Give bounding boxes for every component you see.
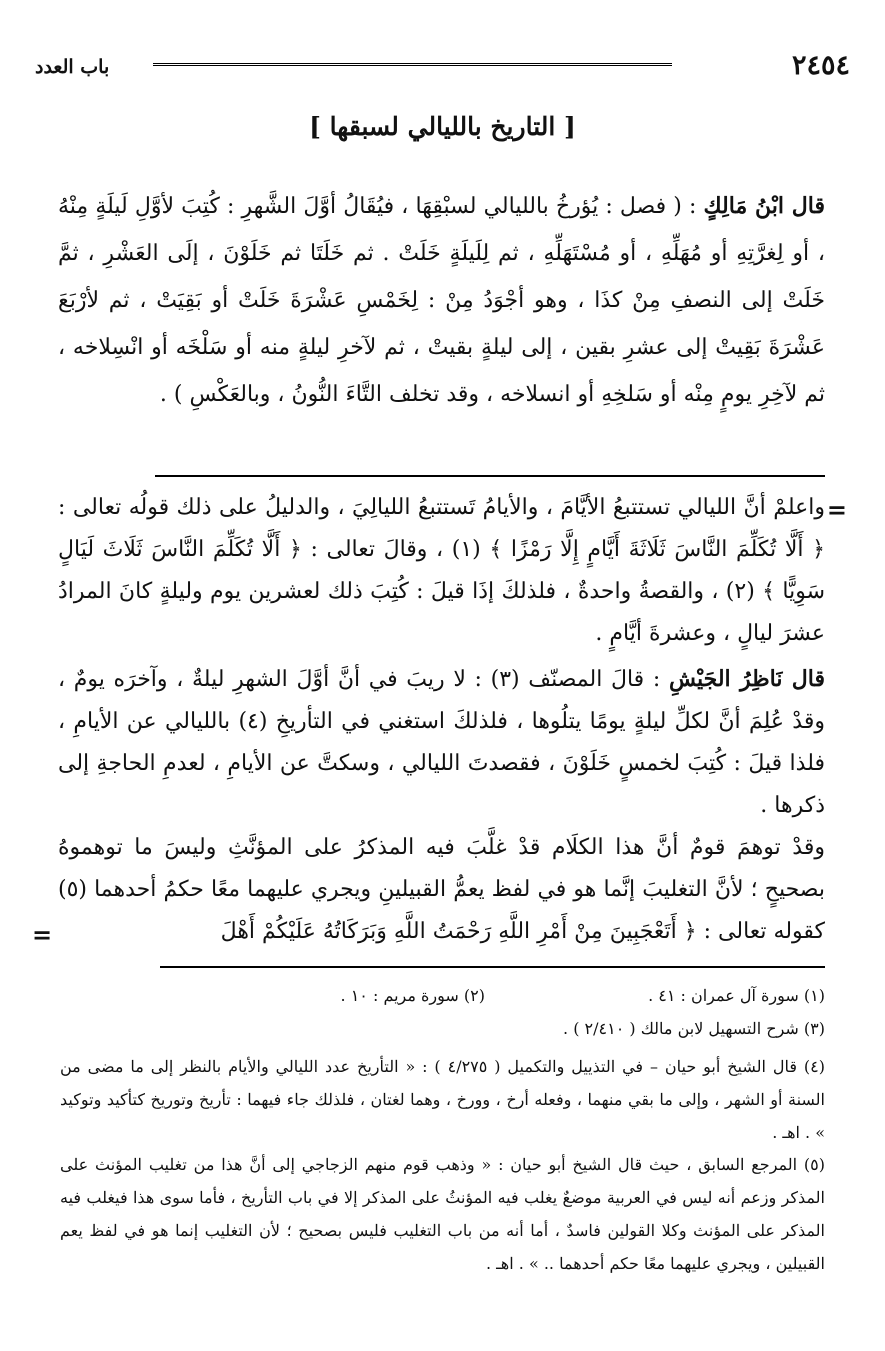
continuation-mark-bottom: = xyxy=(32,920,53,949)
main-paragraph-3 xyxy=(58,658,825,827)
author-nazir-aljaysh: قال نَاظِرُ الجَيْشِ xyxy=(668,666,826,692)
header-rule xyxy=(153,63,672,69)
footnote-2: (٢) سورة مريم : ١٠ . xyxy=(340,986,485,1005)
footnote-4: (٤) قال الشيخ أبو حيان – في التذييل والتكميل ( ٤/٢٧٥ ) : « التأريخ عدد الليالي والأيام بالنظر إلى ما مضى من السنة أو الشهر ، وإلى ما بقي منهما ، وفعله أرخ ، وورخ ، وهما لغتان ، فلذلك جاء فيهما : تأريخ وتوريخ كتأكيد وتوكيد » . اهـ . xyxy=(60,1057,825,1142)
main-paragraph-4: وقدْ توهمَ قومٌ أنَّ هذا الكلَام قدْ غلَّبَ فيه المذكرُ على المؤنَّثِ وليسَ ما توهموهُ بصحيحٍ ؛ لأنَّ التغليبَ إنَّما هو في لفظ يعمُّ القبيلينِ ويجري عليهما معًا حكمُ أحدهما (٥) كقوله تعالى : ﴿ أَتَعْجَبِينَ مِنْ أَمْرِ اللَّهِ رَحْمَتُ اللَّهِ وَبَرَكَاتُهُ عَلَيْكُمْ أَهْلَ xyxy=(58,835,825,944)
footnote-3: (٣) شرح التسهيل لابن مالك ( ٢/٤١٠ ) . xyxy=(563,1019,825,1038)
text-divider xyxy=(155,475,825,477)
main-paragraph-2: واعلمْ أنَّ الليالي تستتبعُ الأيَّامَ ، والأيامُ تَستتبعُ الليالِيَ ، والدليلُ على ذلك قولُه تعالى : ﴿ أَلَّا تُكَلِّمَ النَّاسَ ثَلَاثَةَ أَيَّامٍ إِلَّا رَمْزًا ﴾ (١) ، وقالَ تعالى : ﴿ أَلَّا تُكَلِّمَ النَّاسَ ثَلَاثَ لَيَالٍ سَوِيًّا ﴾ (٢) ، والقصةُ واحدةٌ ، فلذلكَ إذَا قيلَ : كُتِبَ ذلك لعشرين يوم وليلةٍ كانَ المرادُ عشرَ ليالٍ ، وعشرةَ أيَّامٍ . xyxy=(58,495,826,646)
author-ibn-malik: قال ابْنُ مَالِكٍ xyxy=(703,193,825,219)
paragraph-3-text: : قالَ المصنّف (٣) : لا ريبَ في أنَّ أوَّلَ الشهرِ ليلةٌ ، وآخرَه يومٌ ، وقدْ عُلِمَ أنَّ لكلِّ ليلةٍ يومًا يتلُوها ، فلذلكَ استغني في التأريخِ (٤) بالليالي عن الأيامِ ، فلذا قيلَ : كُتِبَ لخمسٍ خَلَوْنَ ، فقصدتَ الليالي ، وسكتَّ عن الأيامِ ، لعدمِ الحاجةِ إلى ذكرها . xyxy=(58,667,825,818)
footnote-5: (٥) المرجع السابق ، حيث قال الشيخ أبو حيان : « وذهب قوم منهم الزجاجي إلى أنَّ هذا من تغليب المؤنث على المذكر وزعم أنه ليس في العربية موضعٌ يغلب فيه المؤنثُ على المذكر إلا في باب التأريخ ، فأما سوى هذا فيغلب فيه المذكر على المؤنث وكلا القولين فاسدٌ ، أما أنه من باب التغليب فليس بصحيح ؛ لأن التغليب إنما هو في لفظ يعم القبيلين ، ويجري عليهما معًا حكم أحدهما .. » . اهـ . xyxy=(60,1155,826,1273)
footnotes-1-2 xyxy=(60,983,825,1009)
paragraph-1-text: : ( فصل : يُؤرخُ بالليالي لسبْقِهَا ، فيُقَالُ أوَّلَ الشَّهرِ : كُتِبَ لأوَّلِ لَيلَةٍ مِنْهُ ، أو لِغرَّتِهِ أو مُهَلِّهِ ، أو مُسْتَهَلِّهِ ، ثم لِلَيلَةٍ خَلَتْ . ثم خَلَتَا ثم خَلَوْنَ ، إلَى العَشْرِ ، ثمَّ خَلَتْ إلى النصفِ مِنْ كذَا ، وهو أجْوَدُ مِنْ : لِخَمْسِ عَشْرَةَ خَلَتْ أو بَقِيَتْ ، ثم لأرْبَعَ عَشْرَةَ بَقِيتْ إلى عشرِ بقين ، إلى ليلةٍ بقيتْ ، ثم لآخرِ ليلةٍ منه أو سَلْخَه أو انْسِلاخه ، ثم لآخِرِ يومٍ مِنْه أو سَلخِهِ أو انسلاخه ، وقد تخلف التَّاءَ النُّونُ ، وبالعَكْسِ ) . xyxy=(58,194,825,407)
continuation-mark-top: = xyxy=(826,495,847,524)
footnote-1: (١) سورة آل عمران : ٤١ . xyxy=(648,986,825,1005)
section-title: [ التاريخ بالليالي لسبقها ] xyxy=(309,112,576,141)
main-paragraph-1 xyxy=(58,183,825,418)
page-header xyxy=(35,50,850,90)
chapter-title: باب العدد xyxy=(35,56,110,78)
page-number: ٢٤٥٤ xyxy=(791,50,850,81)
footnote-divider xyxy=(160,966,825,968)
